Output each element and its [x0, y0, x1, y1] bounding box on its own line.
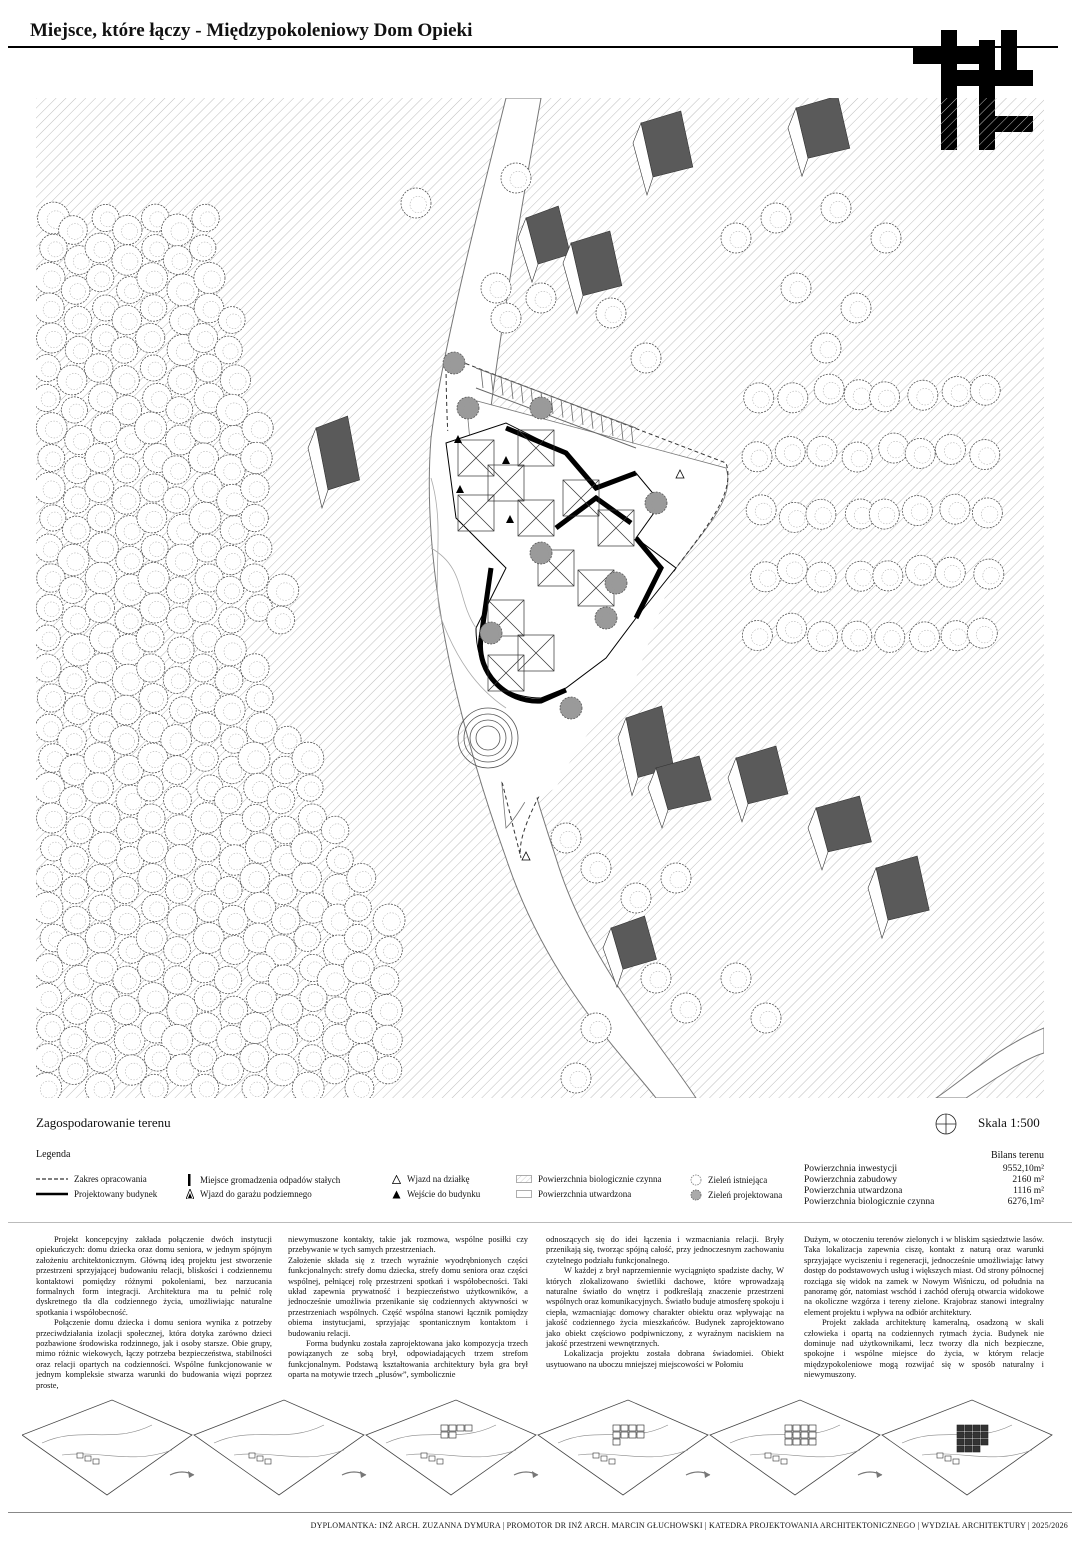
concept-diagram-step — [22, 1400, 194, 1495]
scale-label: Skala 1:500 — [978, 1115, 1040, 1130]
balance-value: 1116 m² — [1013, 1186, 1044, 1196]
paragraph: Projekt zakłada architekturę kameralną, osadzoną w skali człowieka i opartą na codziennych rytmach życia. Budynek nie dominuje nad użytkownikami, lecz tworzy dla nich bezpieczne, spokojne i wspólne miejsce do życia, w którym relacje międzypokoleniowe mogą rozwijać się w sposób naturalny i niewymuszony. — [804, 1318, 1044, 1380]
legend-label: Projektowany budynek — [74, 1189, 158, 1199]
balance-label: Powierzchnia biologicznie czynna — [804, 1197, 935, 1207]
solid-line-icon — [36, 1191, 68, 1197]
legend-label: Miejsce gromadzenia odpadów stałych — [200, 1175, 341, 1185]
land-balance-row — [804, 1186, 1044, 1197]
legend-item-new-green — [690, 1189, 782, 1201]
paragraph: Założenie składa się z trzech wyraźnie wyodrębnionych części funkcjonalnych: strefy domu dziecka, strefy domu seniora oraz części wspólnej, pełniącej rolę przestrzeni spotkań i współobecności. Taki układ zapewnia prywatność i bezpieczeństwo użytkowników, a jednocześnie umożliwia przenikanie się codziennych aktywności w przestrzeniach wspólnych. Część wspólna stanowi łącznik pomiędzy obiema instytucjami, sprzyjając spontanicznym kontaktom i budowaniu relacji. — [288, 1255, 528, 1338]
concept-diagram-step — [538, 1400, 710, 1495]
paragraph: Forma budynku została zaprojektowana jako kompozycja trzech powiązanych ze sobą brył, odpowiadających trzem strefom funkcjonalnym. Podstawą kształtowania architektury była gra brył oparta na motywie trzech „plusów”, symbolicznie — [288, 1339, 528, 1380]
paragraph: niewymuszone kontakty, takie jak rozmowa, wspólne posiłki czy przebywanie w tych samych przestrzeniach. — [288, 1235, 528, 1255]
concept-diagram-step — [194, 1400, 366, 1495]
balance-value: 9552,10m² — [1002, 1164, 1044, 1174]
legend-title: Legenda — [36, 1149, 71, 1160]
paragraph: Połączenie domu dziecka i domu seniora wynika z potrzeby przeciwdziałania izolacji społecznej, która dotyka zarówno dzieci pozbawione środowiska rodzinnego, jak i osoby starsze. Obie grupy, mimo różnic wiekowych, łączy potrzeba bezpieczeństwa, stabilności oraz relacji opartych na codzienności. Wspólne funkcjonowanie w jednym kompleksie stwarza warunki do budowania więzi poprzez proste, — [36, 1318, 272, 1390]
legend-item-site-entry — [392, 1174, 469, 1184]
legend-item-hardened — [516, 1189, 631, 1199]
section-divider — [8, 1222, 1072, 1223]
paragraph: Projekt koncepcyjny zakłada połączenie dwóch instytucji opiekuńczych: domu dziecka oraz domu seniora, w jednym spójnym założeniu architektonicznym. Główną ideą projektu jest stworzenie przestrzeni sprzyjającej budowaniu relacji, bliskości i codziennemu kontaktowi pomiędzy różnymi pokoleniami, bez narzucania formalnych form integracji. Architektura ma tu pełnić rolę dyskretnego tła dla codziennego życia, umożliwiając naturalne spotkania i współobecność. — [36, 1235, 272, 1317]
paragraph: Dużym, w otoczeniu terenów zielonych i w bliskim sąsiedztwie lasów. Taka lokalizacja zapewnia ciszę, kontakt z naturą oraz warunki sprzyjające wyciszeniu i regeneracji, jednocześnie umożliwiając łatwy dostęp do podstawowych usług i większych miast. Od strony północnej rozciąga się widok na zamek w Nowym Wiśniczu, od południa na panoramę gór, natomiast wschód i zachód oferują otwarcia widokowe na okoliczne wzgórza i tereny zielone. Krajobraz stanowi integralny element projektu i wpływa na odbiór architektury. — [804, 1235, 1044, 1317]
dashed-line-icon — [36, 1176, 68, 1182]
balance-label: Powierzchnia inwestycji — [804, 1164, 898, 1174]
concept-diagram-step — [366, 1400, 538, 1495]
balance-value: 6276,1m² — [1007, 1197, 1044, 1207]
legend-label: Wejście do budynku — [407, 1189, 481, 1199]
land-balance-row — [804, 1164, 1044, 1175]
balance-label: Powierzchnia utwardzona — [804, 1186, 903, 1196]
legend-item-garage — [186, 1189, 312, 1199]
tree-outline-icon — [690, 1174, 702, 1186]
triangle-filled-icon — [392, 1190, 401, 1199]
legend-label: Wjazd do garażu podziemnego — [200, 1189, 312, 1199]
title-rule — [8, 46, 1058, 48]
legend-item-site-boundary — [36, 1174, 147, 1184]
land-balance-row — [804, 1175, 1044, 1186]
poster-title: Miejsce, które łączy - Międzypokoleniowy Dom Opieki — [30, 20, 473, 41]
description-column-2 — [288, 1235, 528, 1381]
north-arrow-icon — [935, 1113, 957, 1135]
land-balance-row — [804, 1197, 1044, 1208]
description-column-1 — [36, 1235, 272, 1391]
balance-value: 2160 m² — [1012, 1175, 1044, 1185]
concept-diagram-step — [882, 1400, 1052, 1495]
legend-label: Zieleń projektowana — [708, 1190, 783, 1200]
paragraph: W każdej z brył naprzemiennie wyciągnięto spadziste dachy, W których zlokalizowano świetliki dachowe, które wprowadzają naturalne światło do wnętrz i podkreślają znaczenie przestrzeni wspólnych oraz komunikacyjnych. Światło buduje atmosferę spokoju i ciepła, wzmacniając domowy charakter obiektu oraz wpływając na jakość codziennego życia mieszkańców. Budynek zaprojektowano jako obiekt częściowo podpiwniczony, z wyraźnym naciskiem na jakość przestrzeni wewnętrznych. — [546, 1266, 784, 1349]
land-balance-title: Bilans terenu — [990, 1150, 1044, 1161]
paragraph: odnoszących się do idei łączenia i wzmacniania relacji. Bryły przenikają się, tworząc spójną całość, przy jednoczesnym zachowaniu czytelnego podziału funkcjonalnego. — [546, 1235, 784, 1265]
legend-label: Wjazd na działkę — [407, 1174, 470, 1184]
land-balance — [804, 1150, 1044, 1208]
description-column-3 — [546, 1235, 784, 1370]
legend-item-building — [36, 1189, 157, 1199]
hatch-swatch-icon — [516, 1175, 532, 1183]
legend-label: Powierzchnia biologicznie czynna — [538, 1174, 662, 1184]
site-plan-drawing — [36, 98, 1044, 1098]
legend-item-waste — [186, 1174, 340, 1186]
triangle-outline-icon — [392, 1175, 401, 1184]
legend-label: Zieleń istniejąca — [708, 1175, 768, 1185]
legend-item-existing-green — [690, 1174, 767, 1186]
waste-marker-icon — [186, 1174, 194, 1186]
description-column-4 — [804, 1235, 1044, 1381]
legend-label: Zakres opracowania — [74, 1174, 147, 1184]
plan-title: Zagospodarowanie terenu — [36, 1115, 171, 1130]
footer-credits: DYPLOMANTKA: INŻ ARCH. ZUZANNA DYMURA | PROMOTOR DR INŻ ARCH. MARCIN GŁUCHOWSKI | KATEDRA PROJEKTOWANIA ARCHITEKTONICZNEGO | WYDZIAŁ ARCHITEKTURY | 2025/2026 — [310, 1521, 1068, 1530]
legend-label: Powierzchnia utwardzona — [538, 1189, 632, 1199]
legend-item-biological — [516, 1174, 661, 1184]
footer-divider — [8, 1512, 1072, 1513]
legend-item-building-entry — [392, 1189, 480, 1199]
balance-label: Powierzchnia zabudowy — [804, 1175, 898, 1185]
white-swatch-icon — [516, 1190, 532, 1198]
paragraph: Lokalizacja projektu została dobrana świadomiei. Obiekt usytuowano na uboczu mniejszej miejscowości w Połomiu — [546, 1349, 784, 1369]
concept-diagram-step — [710, 1400, 882, 1495]
tree-grey-icon — [690, 1189, 702, 1201]
garage-entry-icon — [186, 1189, 194, 1199]
concept-diagrams — [22, 1395, 1062, 1500]
